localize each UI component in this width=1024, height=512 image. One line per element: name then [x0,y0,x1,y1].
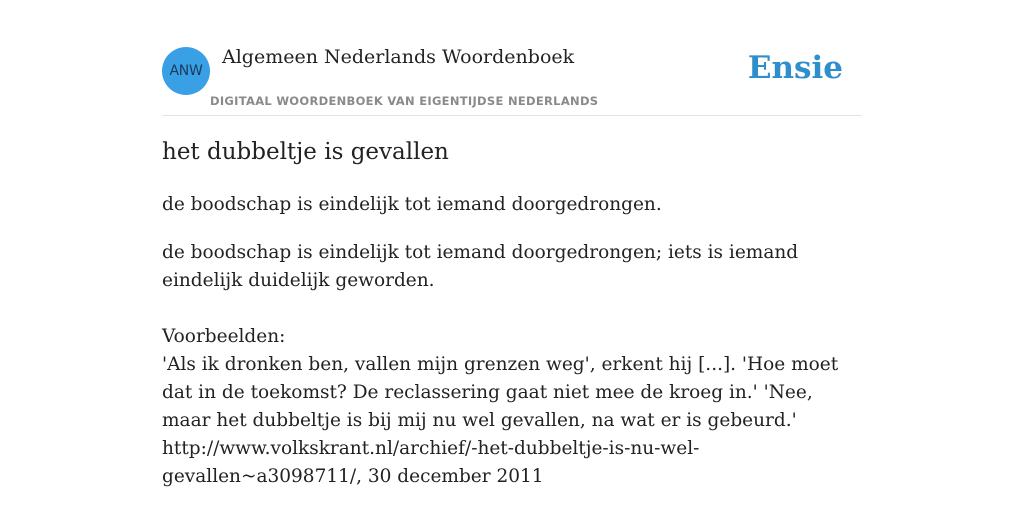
examples-label: Voorbeelden: [162,326,286,347]
dictionary-subtitle: DIGITAAL WOORDENBOEK VAN EIGENTIJDSE NEDERLANDS [210,94,599,108]
anw-logo[interactable] [162,47,210,95]
long-definition: de boodschap is eindelijk tot iemand doorgedrongen; iets is iemand eindelijk duidelijk geworden. [162,242,799,291]
anw-logo-text: ANW [169,63,203,79]
example-quote: 'Als ik dronken ben, vallen mijn grenzen weg', erkent hij [...]. 'Hoe moet dat in de toekomst? De reclassering gaat niet mee de kroeg in.' 'Nee, maar het dubbeltje is bij mij nu wel gevallen, na wat er is gebeurd.' [162,354,839,431]
ensie-brand-logo[interactable]: Ensie [747,50,843,86]
paragraph-spacer [162,295,862,323]
example-source: http://www.volkskrant.nl/archief/-het-dubbeltje-is-nu-wel-gevallen~a3098711/, 30 december 2011 [162,438,700,487]
short-definition: de boodschap is eindelijk tot iemand doorgedrongen. [162,194,662,215]
dictionary-title[interactable]: Algemeen Nederlands Woordenboek [222,46,575,68]
header-divider [162,115,862,116]
entry-term: het dubbeltje is gevallen [162,139,449,165]
long-definition-block [162,239,862,491]
